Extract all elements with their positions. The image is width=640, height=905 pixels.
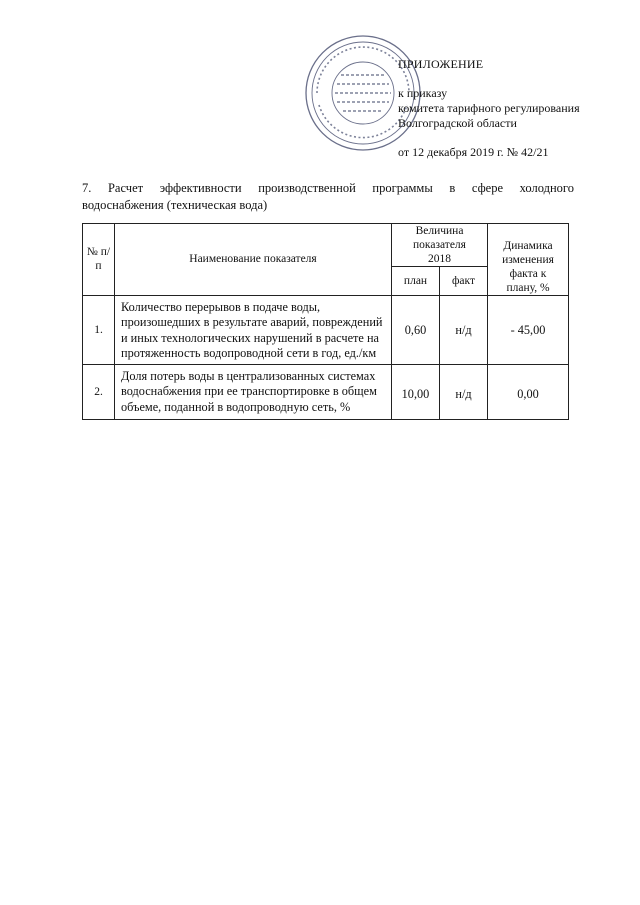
appendix-order-line: к приказу — [398, 86, 448, 100]
row-number: 2. — [83, 364, 115, 419]
appendix-block — [398, 57, 598, 160]
header-dynamics-bottom: факта к плану, % — [488, 267, 569, 296]
appendix-committee-line: комитета тарифного регулирования — [398, 101, 580, 115]
header-fact: факт — [440, 267, 488, 296]
heading-word: производственной — [258, 181, 356, 195]
dynamics-value: 0,00 — [488, 364, 569, 419]
section-heading-line1 — [82, 180, 574, 197]
appendix-region-line: Волгоградской области — [398, 116, 517, 130]
section-number: 7. — [82, 181, 92, 195]
efficiency-table — [82, 223, 569, 420]
section-heading — [82, 180, 574, 214]
heading-word: в — [449, 181, 456, 195]
plan-value: 0,60 — [392, 295, 440, 364]
table-row — [83, 295, 569, 364]
appendix-date-line: от 12 декабря 2019 г. № 42/21 — [398, 145, 549, 159]
heading-word: холодного — [519, 181, 574, 195]
header-value-group: Величина показателя 2018 — [392, 224, 488, 267]
heading-word: программы — [372, 181, 433, 195]
section-heading-line2: водоснабжения (техническая вода) — [82, 198, 268, 212]
heading-word: сфере — [471, 181, 504, 195]
dynamics-value: - 45,00 — [488, 295, 569, 364]
row-number: 1. — [83, 295, 115, 364]
heading-word: Расчет — [107, 181, 144, 195]
plan-value: 10,00 — [392, 364, 440, 419]
indicator-name: Количество перерывов в подаче воды, произошедших в результате аварий, повреждений и иных технологических нарушений в расчете на протяженность водопроводной сети в год, ед./км — [115, 295, 392, 364]
header-row-number: № п/п — [83, 224, 115, 296]
heading-word: эффективности — [159, 181, 242, 195]
appendix-title: ПРИЛОЖЕНИЕ — [398, 57, 484, 71]
header-dynamics-top: Динамика изменения — [488, 224, 569, 267]
header-indicator-name: Наименование показателя — [115, 224, 392, 296]
indicator-name: Доля потерь воды в централизованных системах водоснабжения при ее транспортировке в общем объеме, поданной в водопроводную сеть, % — [115, 364, 392, 419]
fact-value: н/д — [440, 364, 488, 419]
header-plan: план — [392, 267, 440, 296]
fact-value: н/д — [440, 295, 488, 364]
table-row — [83, 364, 569, 419]
